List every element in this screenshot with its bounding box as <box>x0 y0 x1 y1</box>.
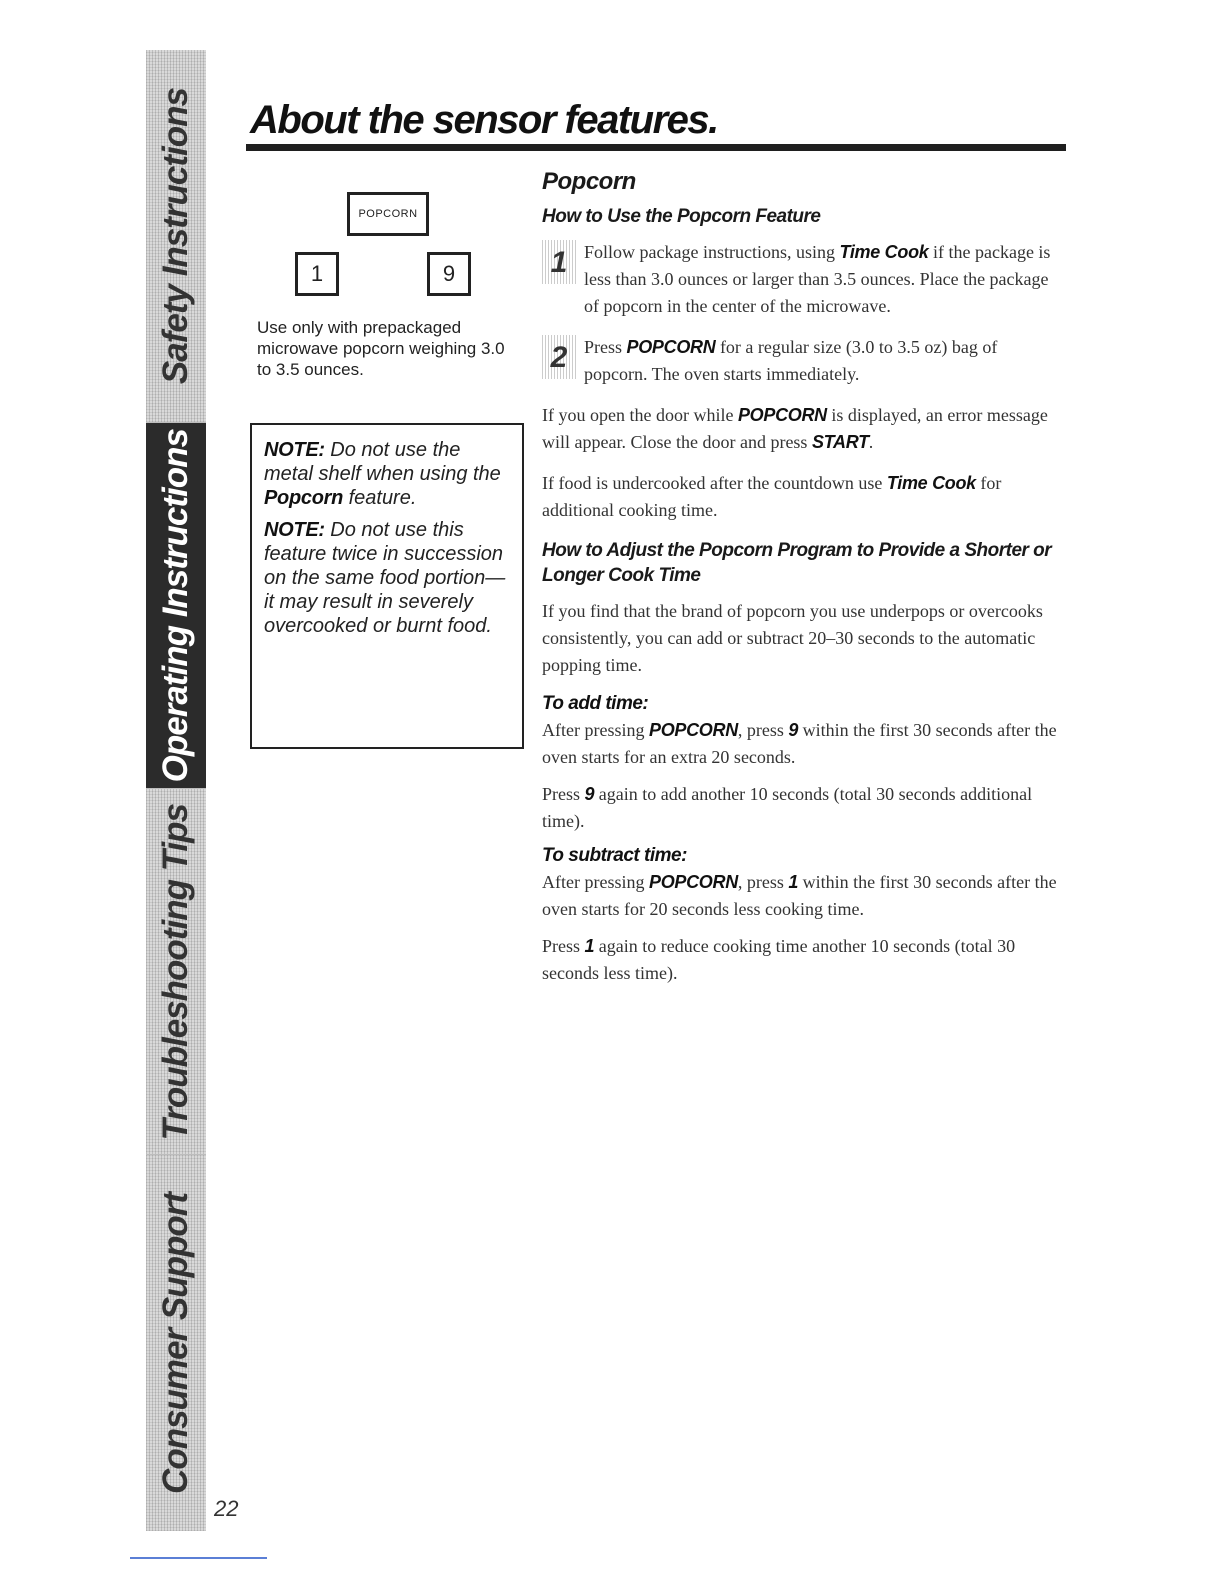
para-text: within the first 30 seconds after the oven starts for 20 seconds less cooking time. <box>542 872 1057 919</box>
step-keyword: POPCORN <box>626 337 716 357</box>
para-keyword: POPCORN <box>648 720 738 740</box>
note-box <box>250 423 524 749</box>
step-text: Follow package instructions, using <box>584 242 835 262</box>
step-text: for a regular size (3.0 to 3.5 oz) bag of popcorn. The oven starts immediately. <box>584 337 998 384</box>
note-keyword: Popcorn <box>264 487 344 509</box>
note-label: NOTE: <box>264 519 325 541</box>
para-keyword: Time Cook <box>886 473 976 493</box>
page-title: About the sensor features. <box>250 98 718 142</box>
tab-safety-instructions[interactable] <box>146 50 206 422</box>
step-keyword: Time Cook <box>839 242 929 262</box>
subtract-time-paragraph-1 <box>542 869 1062 923</box>
para-text: If you open the door while <box>542 405 734 425</box>
para-text: for additional cooking time. <box>542 473 1002 520</box>
main-content <box>542 168 1062 997</box>
tab-consumer-support[interactable] <box>146 1154 206 1531</box>
para-text: If food is undercooked after the countdown use <box>542 473 883 493</box>
tab-label: Operating Instructions <box>156 429 195 783</box>
add-time-heading: To add time: <box>542 693 649 714</box>
para-keyword: START <box>811 432 869 452</box>
para-text: is displayed, an error message will appear. Close the door and press <box>542 405 1048 452</box>
section-heading: Popcorn <box>542 168 636 195</box>
para-text: again to add another 10 seconds (total 30 seconds additional time). <box>542 784 1033 831</box>
note-text: feature. <box>348 487 417 509</box>
para-text: , press <box>737 720 784 740</box>
subsection-heading: How to Use the Popcorn Feature <box>542 206 821 227</box>
step-2 <box>542 334 1062 388</box>
add-time-paragraph-1 <box>542 717 1062 771</box>
number-1-key: 1 <box>295 252 339 296</box>
number-9-key: 9 <box>427 252 471 296</box>
subtract-time-paragraph-2 <box>542 933 1062 987</box>
note-2 <box>264 518 510 638</box>
step-1 <box>542 239 1062 320</box>
para-text: After pressing <box>542 872 645 892</box>
tab-label: Safety Instructions <box>156 87 195 385</box>
para-keyword: 9 <box>584 784 595 804</box>
keypad-caption: Use only with prepackaged microwave popcorn weighing 3.0 to 3.5 ounces. <box>257 318 505 379</box>
tab-operating-instructions[interactable] <box>146 422 206 789</box>
adjust-paragraph: If you find that the brand of popcorn you use underpops or overcooks consistently, you can add or subtract 20–30 seconds to the automatic popping time. <box>542 601 1043 675</box>
para-keyword: 9 <box>788 720 799 740</box>
para-keyword: 1 <box>788 872 799 892</box>
note-1 <box>264 438 510 510</box>
add-time-paragraph-2 <box>542 781 1062 835</box>
page-number: 22 <box>214 1496 239 1521</box>
para-text: Press <box>542 936 581 956</box>
step-number: 1 <box>542 240 576 284</box>
note-text: Do not use this feature twice in succession on the same food portion—it may result in severely overcooked or burnt food. <box>264 519 506 637</box>
para-text: Press <box>542 784 581 804</box>
para-text: , press <box>737 872 784 892</box>
para-keyword: POPCORN <box>737 405 827 425</box>
para-text: again to reduce cooking time another 10 seconds (total 30 seconds less time). <box>542 936 1016 983</box>
tab-label: Consumer Support <box>156 1192 195 1494</box>
step-text: Press <box>584 337 623 357</box>
step-text: if the package is less than 3.0 ounces or larger than 3.5 ounces. Place the package of popcorn in the center of the microwave. <box>584 242 1051 316</box>
door-paragraph <box>542 402 1062 456</box>
undercooked-paragraph <box>542 470 1062 524</box>
step-number: 2 <box>542 335 576 379</box>
keypad-illustration <box>255 172 520 392</box>
para-keyword: POPCORN <box>648 872 738 892</box>
footer-rule <box>130 1557 267 1559</box>
title-rule <box>246 144 1066 151</box>
para-keyword: 1 <box>584 936 595 956</box>
note-text: Do not use the metal shelf when using the <box>264 439 501 485</box>
section-tab-strip <box>146 50 206 1530</box>
subsection-heading: How to Adjust the Popcorn Program to Provide a Shorter or Longer Cook Time <box>542 540 1052 586</box>
para-text: . <box>868 432 874 452</box>
note-label: NOTE: <box>264 439 325 461</box>
tab-label: Troubleshooting Tips <box>156 803 195 1141</box>
popcorn-key: POPCORN <box>347 192 429 236</box>
para-text: within the first 30 seconds after the oven starts for an extra 20 seconds. <box>542 720 1057 767</box>
subtract-time-heading: To subtract time: <box>542 845 687 866</box>
tab-troubleshooting-tips[interactable] <box>146 788 206 1155</box>
para-text: After pressing <box>542 720 645 740</box>
